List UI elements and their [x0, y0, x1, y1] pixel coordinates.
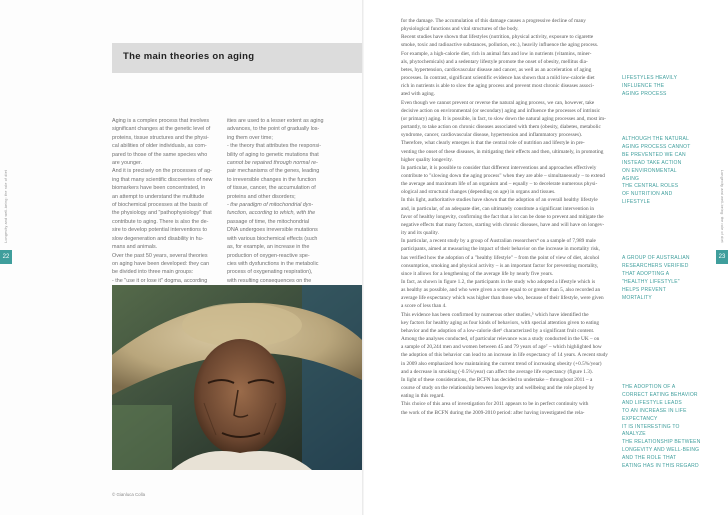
text-line: cies with dysfunctions in the metabolic — [227, 260, 319, 267]
text-line: ated with aging. — [401, 91, 435, 98]
note-line: MORTALITY — [622, 294, 652, 301]
note-line: ALTHOUGH THE NATURAL — [622, 136, 690, 142]
text-line: with resulting consequences on the — [227, 277, 312, 284]
text-line: syndrome, cancer, cardiovascular disease, hypertension and inflammatory processes). — [401, 132, 583, 139]
text-line: This choice of this area of investigation for 2011 appears to be in perfect continuity with — [401, 401, 589, 408]
margin-note-2 — [622, 136, 702, 207]
text-line: processes. In contrast, significant scientific evidence has shown that a mild low-calorie diet — [401, 75, 595, 82]
text-line: Even though we cannot prevent or reverse the natural aging process, we can, however, take — [401, 99, 595, 106]
note-line: TO AN INCREASE IN LIFE — [622, 407, 687, 414]
text-line: DNA undergoes irreversible mutations — [227, 227, 318, 234]
note-line: BE PREVENTED WE CAN — [622, 151, 686, 158]
text-line: the adoption of this behavior can lead to an increase in life expectancy of 14 years. A recent study — [401, 352, 608, 359]
note-line: IT IS INTERESTING TO ANALYZE — [622, 423, 680, 438]
text-line: pared to those of the same species who — [112, 151, 208, 158]
text-line: In particular, it is possible to consider that different interventions and approaches effectively — [401, 164, 597, 171]
text-line: behavior and the adoption of a low-calorie diet⁶ characterized by a significant fruit content. — [401, 327, 595, 334]
note-line: EXPECTANCY — [622, 415, 658, 422]
text-line: be divided into three main groups: — [112, 269, 194, 276]
text-line: - the paradigm of mitochondrial dys- — [227, 202, 313, 209]
note-line: AND THE ROLE THAT — [622, 455, 677, 462]
text-line: and, in particular, of an adequate diet, can ultimately constitute a significant intervention in — [401, 205, 595, 212]
text-line: participants, aimed at measuring the impact of their behavior on the increase in mortality risk, — [401, 246, 600, 253]
text-line: and a decrease in smoking (-0.5%/year) can affect the average life expectancy (figure 1.3). — [401, 368, 593, 375]
text-line: the physiology and "pathophysiology" that — [112, 210, 212, 217]
text-line: consumption, smoking and physical activity – is an important factor for preventing mortality, — [401, 262, 599, 269]
text-column-1 — [112, 117, 224, 294]
note-line: EATING HAS IN THIS REGARD — [622, 463, 699, 470]
note-line: HELPS PREVENT — [622, 286, 667, 293]
text-line: of biochemical processes at the basis of — [112, 202, 208, 209]
text-line: has verified how the adoption of a "healthy lifestyle" – from the point of view of diet, alcohol — [401, 254, 600, 261]
note-line: A GROUP OF AUSTRALIAN — [622, 255, 690, 261]
text-line: sire to develop potential interventions to — [112, 227, 207, 234]
note-line: LIFESTYLE — [622, 199, 651, 206]
text-line: - the "use it or lose it" dogma, according — [112, 277, 208, 284]
text-line: course of study on the relationship between longevity and wellbeing and the role played by — [401, 385, 594, 392]
text-line: portantly, to take action on chronic diseases associated with them (obesity, diabetes, metabolic — [401, 124, 601, 131]
text-line: for the damage. The accumulation of this damage causes a progressive decline of many — [401, 18, 586, 24]
margin-note-3 — [622, 255, 702, 302]
text-line: to irreversible changes in the function — [227, 176, 317, 183]
text-line: production of oxygen-reactive spe- — [227, 252, 310, 259]
note-line: AGING PROCESS — [622, 90, 667, 97]
text-line: the work of the BCFN during the 2009-2010 period: after having investigated the rela- — [401, 409, 585, 416]
note-line: ON ENVIRONMENTAL — [622, 167, 677, 174]
note-line: AGING PROCESS CANNOT — [622, 143, 691, 150]
text-line: venting the onset of these diseases, in mitigating their effects and then, ultimately, in promoting — [401, 148, 604, 155]
text-line: are younger. — [112, 160, 142, 167]
text-line: proteins, tissue structures and the physi- — [112, 134, 209, 141]
text-line: negative effects that many factors, starting with chronic diseases, have and will have on longev- — [401, 221, 605, 228]
text-line: since it allows for a lengthening of the average life by nearly five years. — [401, 270, 554, 277]
text-line: contribute to aging. There is also the de- — [112, 218, 209, 225]
text-line: Over the past 50 years, several theories — [112, 252, 208, 259]
text-line: eating in this regard. — [401, 393, 445, 400]
note-line: "HEALTHY LIFESTYLE" — [622, 278, 680, 285]
note-line: THAT ADOPTING A — [622, 270, 670, 277]
photo-credit: © Gianluca Colla — [112, 492, 146, 497]
text-line: physiological functions and vital structures of the body. — [401, 26, 519, 33]
text-line: Therefore, what clearly emerges is that the central role of nutrition and lifestyle in pre- — [401, 140, 585, 147]
text-line: In this light, authoritative studies have shown that the adoption of an overall healthy lifestyle — [401, 197, 598, 204]
note-line: THE ADOPTION OF A — [622, 384, 676, 390]
text-line: pair mechanisms of the genes, leading — [227, 168, 320, 175]
text-line: the average and maximum life of an organism and – equally – to decelerate numerous physi- — [401, 181, 598, 188]
note-line: OF NUTRITION AND — [622, 191, 673, 198]
text-line: in 2009 also emphasized how maintaining the current trend of increasing obesity (+0.5%/year) — [401, 360, 602, 367]
text-line: decisive action on environmental (or secondary) aging and influence the processes of intrinsic — [401, 107, 601, 114]
text-line: cannot be repaired through normal re- — [227, 160, 318, 167]
text-line: with various biochemical effects (such — [227, 235, 318, 242]
text-line: In fact, as shown in figure 1.2, the participants in the study who adopted a lifestyle which is — [401, 279, 596, 285]
margin-note-1 — [622, 75, 702, 99]
text-line: ing them over time; — [227, 134, 273, 141]
text-line: process of oxygenating respiration), — [227, 269, 313, 276]
text-line: als, phytochemicals) and a sedentary lifestyle promote the onset of obesity, mellitus dia- — [401, 58, 588, 65]
note-line: AND LIFESTYLE LEADS — [622, 399, 682, 406]
page-number-left: 22 — [0, 250, 12, 264]
text-line: as healthy as possible, and who were given a score equal to or greater than 5, also recorded an — [401, 287, 601, 294]
text-line: Recent studies have shown that lifestyles (nutrition, physical activity, exposure to cigarette — [401, 34, 594, 41]
text-line: higher quality longevity. — [401, 156, 453, 163]
text-line: rich in nutrients is able to slow the aging process and prevent most chronic diseases associ- — [401, 83, 595, 90]
text-line: passage of time, the mitochondrial — [227, 218, 310, 225]
text-line: (or primary) aging. It is possible, in fact, to slow down the natural aging processes and, most im- — [401, 115, 606, 122]
text-line: Aging is a complex process that involves — [112, 118, 210, 124]
margin-note-4 — [622, 384, 702, 471]
text-line: cal abilities of older individuals, as com- — [112, 143, 207, 150]
text-line: ing that many scientific discoveries of new — [112, 176, 213, 183]
text-line: For example, a high-calorie diet, rich in animal fats and low in nutrients (vitamins, miner- — [401, 50, 592, 57]
text-line: advances, to the point of gradually los- — [227, 126, 320, 133]
text-column-2 — [227, 117, 355, 294]
note-line: INSTEAD TAKE ACTION — [622, 159, 682, 166]
text-line: This evidence has been confirmed by numerous other studies,⁵ which have identified the — [401, 311, 589, 318]
running-title-right: Longevity and well-being: the role of diet — [720, 170, 724, 243]
text-line: ity and its quality. — [401, 230, 439, 237]
text-line: And it is precisely on the processes of ag- — [112, 168, 212, 175]
text-line: a sample of 20,244 men and women between 45 and 79 years of age⁷ – which highlighted how — [401, 344, 602, 351]
text-line: average life expectancy which was higher than those who, because of their lifestyle, were given — [401, 295, 604, 302]
text-line: bility of aging to genetic mutations that — [227, 151, 319, 158]
body-text — [401, 17, 615, 417]
page-number-right: 23 — [716, 250, 728, 264]
text-line: ological and structural changes (depending on age) in organs and tissues. — [401, 189, 556, 196]
note-line: AGING — [622, 175, 640, 182]
text-line: as, for example, an increase in the — [227, 244, 310, 251]
text-line: In particular, a recent study by a group of Australian researchers⁴ on a sample of 7,989 male — [401, 238, 596, 245]
note-line: LIFESTYLES HEAVILY — [622, 75, 678, 81]
note-line: RESEARCHERS VERIFIED — [622, 262, 689, 269]
note-line: CORRECT EATING BEHAVIOR — [622, 391, 698, 398]
text-line: of tissue, cancer, the accumulation of — [227, 185, 316, 192]
text-line: smoke, toxic and radioactive substances, pollution, etc.), heavily influence the aging process. — [401, 42, 599, 49]
text-line: function, according to which, with the — [227, 210, 316, 217]
running-title-left: Longevity and well-being: the role of diet — [4, 170, 8, 243]
text-line: on aging have been developed: they can — [112, 260, 210, 267]
text-line: proteins and other disorders; — [227, 193, 296, 200]
note-line: INFLUENCE THE — [622, 82, 665, 89]
text-line: ities are used to a lesser extent as aging — [227, 118, 324, 124]
text-line: slow degeneration and disability in hu- — [112, 235, 204, 242]
text-line: - the theory that attributes the responsi- — [227, 143, 322, 150]
text-line: key factors for healthy aging as four kinds of behaviors, with special attention given to eating — [401, 319, 599, 326]
text-line: significant changes at the genetic level of — [112, 126, 211, 133]
text-line: an attempt to understand the multitude — [112, 193, 205, 200]
note-line: THE CENTRAL ROLES — [622, 183, 679, 190]
text-line: a score of less than 4. — [401, 303, 447, 310]
section-title: The main theories on aging — [123, 51, 255, 62]
note-line: LONGEVITY AND WELL-BEING — [622, 447, 700, 454]
text-line: contribute to "slowing down the aging process" when they are able – simultaneously – to extend — [401, 172, 605, 179]
text-line: betes, hypertension, cardiovascular disease and cancer, as well as an acceleration of aging — [401, 66, 592, 73]
text-line: mans and animals. — [112, 244, 158, 251]
text-line: In light of these considerations, the BCFN has decided to undertake – throughout 2011 – a — [401, 376, 593, 383]
note-line: THE RELATIONSHIP BETWEEN — [622, 439, 701, 446]
text-line: biomarkers have been concentrated, in — [112, 185, 206, 192]
portrait-photo — [112, 285, 362, 470]
text-line: Among the analyses conducted, of particular relevance was a study conducted in the UK – on — [401, 336, 600, 343]
text-line: favor of healthy longevity, confirming the fact that a lot can be done to prevent and mitigate the — [401, 213, 604, 220]
